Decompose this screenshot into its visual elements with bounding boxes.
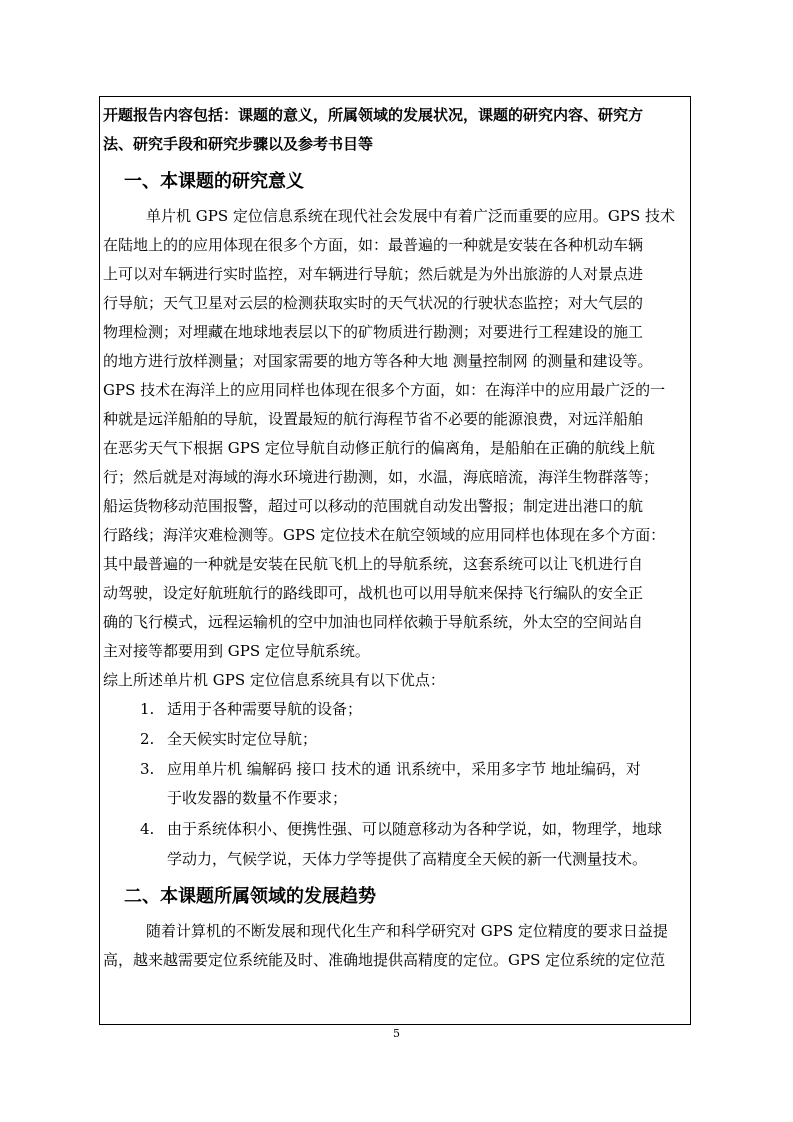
- paragraph-line: 种就是远洋船舶的导航，设置最短的航行海程节省不必要的能源浪费，对远洋船舶: [103, 410, 644, 428]
- paragraph-line: 行导航；天气卫星对云层的检测获取实时的天气状况的行驶状态监控；对大气层的: [103, 294, 644, 312]
- summary-line: 综上所述单片机 GPS 定位信息系统具有以下优点：: [103, 671, 445, 689]
- paragraph-line: 高，越来越需要定位系统能及时、准确地提供高精度的定位。GPS 定位系统的定位范: [103, 951, 666, 969]
- paragraph-line: 动驾驶，设定好航班航行的路线即可，战机也可以用导航来保持飞行编队的安全正: [103, 584, 644, 602]
- list-item-number: 3.: [140, 760, 155, 778]
- list-item-number: 4.: [140, 820, 155, 838]
- list-item-text: 全天候实时定位导航；: [167, 730, 318, 748]
- paragraph-line: 物理检测；对埋藏在地球地表层以下的矿物质进行勘测；对要进行工程建设的施工: [103, 323, 644, 341]
- paragraph-line: 行；然后就是对海域的海水环境进行勘测，如，水温，海底暗流，海洋生物群落等；: [103, 468, 659, 486]
- section2-heading: 二、本课题所属领域的发展趋势: [124, 886, 376, 907]
- list-item-text: 由于系统体积小、便携性强、可以随意移动为各种学说，如，物理学，地球: [167, 820, 663, 838]
- report-table-frame: [99, 96, 691, 1025]
- paragraph-line: 随着计算机的不断发展和现代化生产和科学研究对 GPS 定位精度的要求日益提: [146, 922, 668, 940]
- intro-line-2: 法、研究手段和研究步骤以及参考书目等: [103, 135, 374, 153]
- paragraph-line: GPS 技术在海洋上的应用同样也体现在很多个方面，如：在海洋中的应用最广泛的一: [103, 381, 666, 399]
- list-item-number: 1.: [140, 700, 155, 718]
- paragraph-line: 行路线；海洋灾难检测等。GPS 定位技术在航空领域的应用同样也体现在多个方面：: [103, 526, 666, 544]
- paragraph-line: 单片机 GPS 定位信息系统在现代社会发展中有着广泛而重要的应用。GPS 技术: [146, 207, 676, 225]
- paragraph-line: 的地方进行放样测量；对国家需要的地方等各种大地 测量控制网 的测量和建设等。: [103, 352, 653, 370]
- paragraph-line: 其中最普遍的一种就是安装在民航飞机上的导航系统，这套系统可以让飞机进行自: [103, 555, 644, 573]
- paragraph-line: 船运货物移动范围报警，超过可以移动的范围就自动发出警报；制定进出港口的航: [103, 497, 644, 515]
- page-number: 5: [393, 1027, 400, 1040]
- list-item-text: 学动力，气候学说，天体力学等提供了高精度全天候的新一代测量技术。: [167, 850, 648, 868]
- intro-line-1: 开题报告内容包括：课题的意义，所属领域的发展状况，课题的研究内容、研究方: [103, 106, 644, 124]
- list-item-text: 于收发器的数量不作要求；: [167, 789, 348, 807]
- list-item-text: 应用单片机 编解码 接口 技术的通 讯系统中，采用多字节 地址编码，对: [167, 760, 641, 778]
- paragraph-line: 上可以对车辆进行实时监控，对车辆进行导航；然后就是为外出旅游的人对景点进: [103, 265, 644, 283]
- paragraph-line: 确的飞行模式，远程运输机的空中加油也同样依赖于导航系统，外太空的空间站自: [103, 613, 644, 631]
- list-item-number: 2.: [140, 730, 155, 748]
- paragraph-line: 在陆地上的的应用体现在很多个方面，如：最普遍的一种就是安装在各种机动车辆: [103, 236, 644, 254]
- list-item-text: 适用于各种需要导航的设备；: [167, 700, 363, 718]
- paragraph-line: 在恶劣天气下根据 GPS 定位导航自动修正航行的偏离角，是船舶在正确的航线上航: [103, 439, 655, 457]
- paragraph-line: 主对接等都要用到 GPS 定位导航系统。: [103, 642, 370, 660]
- section1-heading: 一、本课题的研究意义: [124, 171, 304, 192]
